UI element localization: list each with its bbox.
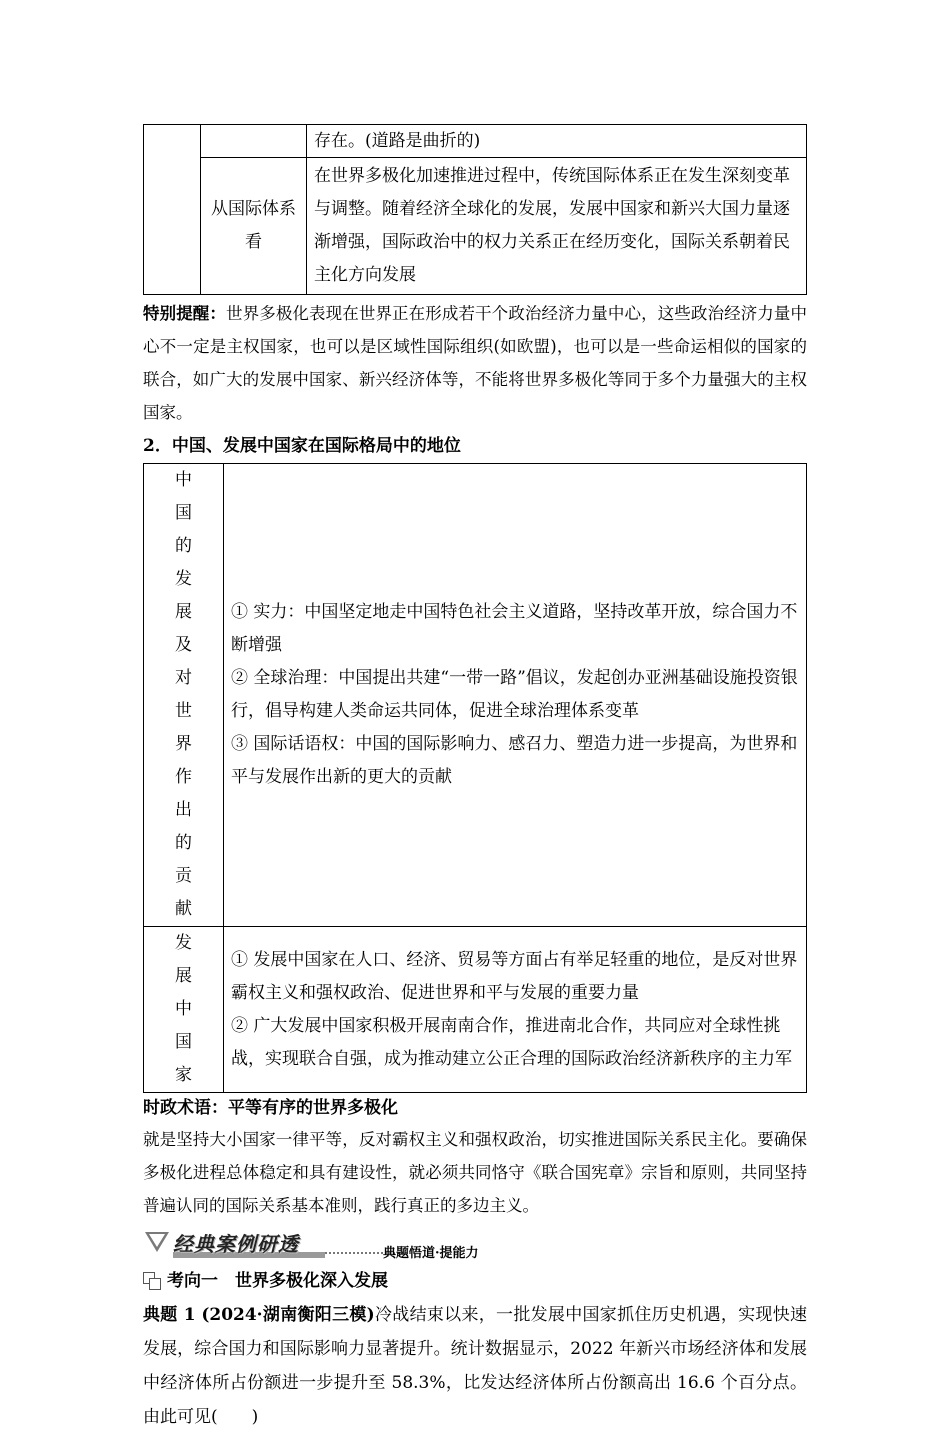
example-text: 冷战结束以来，一批发展中国家抓住历史机遇，实现快速发展，综合国力和国际影响力显著提升。统计数据显示，2022 年新兴市场经济体和发展中经济体所占份额进一步提升至 58.3%，比发达经济体所占份额高出 16.6 个百分点。由此可见( )	[143, 1305, 808, 1427]
term-title: 时政术语：平等有序的世界多极化	[143, 1098, 398, 1118]
banner-title: 经典案例研透	[173, 1232, 299, 1256]
table-cell-text: 在世界多极化加速推进过程中，传统国际体系正在发生深刻变革与调整。随着经济全球化的发展，发展中国家和新兴大国力量逐渐增强，国际政治中的权力关系正在经历变化，国际关系朝着民主化方向发展	[307, 158, 807, 295]
table-cell-label: 发展中国家	[144, 927, 224, 1093]
section-title: 2．中国、发展中国家在国际格局中的地位	[143, 436, 461, 456]
squares-icon	[143, 1272, 161, 1290]
table-cell-empty	[201, 125, 307, 158]
table-cell-items	[224, 927, 807, 1093]
table-cell-label: 从国际体系看	[201, 158, 307, 295]
example-label: 典题 1	[143, 1305, 196, 1325]
table-cell-items	[224, 464, 807, 927]
example-source: (2024·湖南衡阳三模)	[201, 1305, 375, 1325]
direction-title: 考向一 世界多极化深入发展	[167, 1271, 388, 1291]
list-item: ① 实力：中国坚定地走中国特色社会主义道路，坚持改革开放，综合国力不断增强	[231, 602, 798, 655]
table-row	[144, 927, 807, 1093]
term-text: 就是坚持大小国家一律平等，反对霸权主义和强权政治，切实推进国际关系民主化。要确保多极化进程总体稳定和具有建设性，就必须共同恪守《联合国宪章》宗旨和原则，共同坚持普遍认同的国际关系基本准则，践行真正的多边主义。	[143, 1130, 807, 1215]
triangle-inner-icon	[149, 1234, 165, 1247]
table-row	[144, 125, 807, 158]
tip-label: 特别提醒：	[143, 304, 227, 323]
table-cell-label: 中国的发展及对世界作出的贡献	[144, 464, 224, 927]
list-item: ① 发展中国家在人口、经济、贸易等方面占有举足轻重的地位，是反对世界霸权主义和强权政治、促进世界和平与发展的重要力量	[231, 949, 798, 1003]
tip-paragraph	[143, 297, 807, 429]
list-item: ② 全球治理：中国提出共建“一带一路”倡议，发起创办亚洲基础设施投资银行，倡导构建人类命运共同体，促进全球治理体系变革	[231, 668, 798, 721]
table-row	[144, 464, 807, 927]
section-banner	[143, 1228, 807, 1264]
list-item: ③ 国际话语权：中国的国际影响力、感召力、塑造力进一步提高，为世界和平与发展作出新的更大的贡献	[231, 734, 798, 787]
table-multipolarity	[143, 124, 807, 295]
direction-heading	[143, 1264, 807, 1298]
tip-text: 世界多极化表现在世界正在形成若干个政治经济力量中心，这些政治经济力量中心不一定是主权国家，也可以是区域性国际组织(如欧盟)，也可以是一些命运相似的国家的联合，如广大的发展中国家、新兴经济体等，不能将世界多极化等同于多个力量强大的主权国家。	[143, 304, 808, 422]
banner-subtitle: 典题悟道·提能力	[383, 1246, 479, 1261]
example-paragraph	[143, 1298, 807, 1434]
table-status	[143, 463, 807, 1093]
table-cell-empty	[144, 125, 201, 295]
table-row	[144, 158, 807, 295]
table-cell-text: 存在。(道路是曲折的)	[307, 125, 807, 158]
document-page	[143, 124, 807, 1434]
list-item: ② 广大发展中国家积极开展南南合作，推进南北合作，共同应对全球性挑战，实现联合自强，成为推动建立公正合理的国际政治经济新秩序的主力军	[231, 1015, 792, 1069]
